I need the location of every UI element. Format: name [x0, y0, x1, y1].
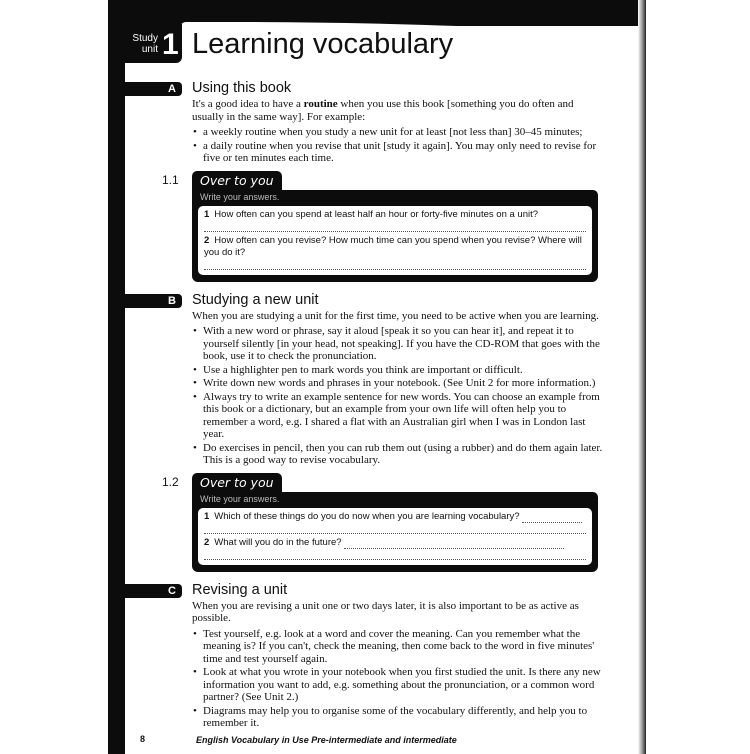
question-text: What will you do in the future?	[214, 536, 342, 548]
section-a	[168, 78, 604, 165]
question-number: 1	[204, 208, 210, 220]
section-heading-b: Studying a new unit	[192, 291, 319, 308]
unit-number: 1	[162, 28, 179, 61]
instruction: Write your answers.	[200, 493, 280, 504]
unit-word: unit	[141, 44, 158, 55]
answer-line[interactable]	[204, 262, 586, 270]
answer-line[interactable]	[522, 513, 582, 523]
exercise-panel	[192, 190, 598, 282]
over-to-you-tag: Over to you	[192, 171, 282, 190]
question	[204, 537, 586, 549]
question-number: 2	[204, 234, 210, 246]
bullet: • a daily routine when you revise that unit [study it again]. You may only need to revise for five or ten minutes each time.	[192, 140, 604, 165]
question-card	[198, 206, 592, 275]
question-number: 2	[204, 536, 210, 548]
over-to-you-box	[162, 171, 598, 282]
bullet-list	[192, 325, 604, 467]
exercise-panel	[192, 492, 598, 572]
question-text: Which of these things do you do now when you are learning vocabulary?	[214, 510, 520, 522]
intro: When you are revising a unit one or two days later, it is also important to be as active as possible.	[192, 599, 579, 624]
section-tab-a: A	[125, 82, 182, 96]
section-heading-c: Revising a unit	[192, 581, 288, 598]
exercise-number: 1.2	[162, 474, 179, 489]
instruction: Write your answers.	[200, 191, 280, 202]
left-margin-bar	[108, 0, 125, 754]
bullet: • Test yourself, e.g. look at a word and cover the meaning. Can you remember what the meaning is? If you can't, check the meaning, then come back to the word in five minutes' time and test yourself again.	[192, 628, 604, 666]
keyword: routine	[303, 98, 338, 110]
bullet: • With a new word or phrase, say it aloud [speak it so you can hear it], and repeat it to yourself silently [in your head, not speaking]. If you have the CD-ROM that goes with the book, use it to check the pronunciation.	[192, 325, 604, 363]
section-heading-a: Using this book	[192, 80, 292, 96]
bullet-list	[192, 628, 604, 730]
intro-text: when you use this book [something you do often and usually in the same way]. For example:	[192, 98, 574, 123]
footer	[140, 733, 604, 748]
bullet: • Write down new words and phrases in your notebook. (See Unit 2 for more information.)	[192, 377, 604, 390]
over-to-you-box	[162, 473, 598, 572]
intro	[192, 98, 604, 123]
answer-line[interactable]	[204, 526, 586, 534]
bullet: • Look at what you wrote in your notebook when you first studied the unit. Is there any new information you want to add, e.g. something about the pronunciation, or a common word partner? (See Unit 2.)	[192, 666, 604, 704]
bullet: • Diagrams may help you to organise some of the vocabulary differently, and help you to remember it.	[192, 705, 604, 730]
section-body-c	[192, 600, 604, 730]
bullet: • Use a highlighter pen to mark words you think are important or difficult.	[192, 364, 604, 377]
question-text: How often can you revise? How much time can you spend when you revise? Where will you do it?	[204, 234, 582, 258]
answer-line[interactable]	[344, 539, 564, 549]
exercise-number: 1.1	[162, 172, 179, 187]
answer-line[interactable]	[204, 224, 586, 232]
section-b	[168, 290, 604, 467]
page-number: 8	[140, 733, 146, 744]
section-tab-c: C	[125, 584, 182, 598]
answer-line[interactable]	[204, 552, 586, 560]
book-title-footer: English Vocabulary in Use Pre-intermediate and intermediate	[196, 734, 457, 745]
section-tab-b: B	[125, 294, 182, 308]
page-title: Learning vocabulary	[192, 28, 454, 60]
page-content	[140, 0, 604, 754]
bullet: • a weekly routine when you study a new unit for at least [not less than] 30–45 minutes;	[192, 126, 604, 139]
question-text: How often can you spend at least half an hour or forty-five minutes on a unit?	[214, 208, 539, 220]
question	[204, 235, 586, 259]
page-edge-right	[638, 0, 646, 754]
intro: When you are studying a unit for the first time, you need to be active when you are learning.	[192, 309, 599, 322]
over-to-you-tag: Over to you	[192, 473, 282, 492]
bullet: • Always try to write an example sentence for new words. You can choose an example from this book or a dictionary, but an example from your own life will often help you to remember a word, e.g. I shared a flat with an Australian girl when I was in London last year.	[192, 391, 604, 441]
section-body-b	[192, 310, 604, 467]
study-label: Study	[132, 33, 158, 44]
question-card	[198, 508, 592, 565]
bullet-list	[192, 126, 604, 165]
question	[204, 209, 586, 221]
question	[204, 511, 586, 523]
unit-label	[108, 24, 182, 63]
question-number: 1	[204, 510, 210, 522]
section-body-a	[192, 98, 604, 165]
section-c	[168, 580, 604, 730]
intro-text: It's a good idea to have a	[192, 98, 304, 110]
bullet: • Do exercises in pencil, then you can rub them out (using a rubber) and do them again later. This is a good way to revise vocabulary.	[192, 442, 604, 467]
